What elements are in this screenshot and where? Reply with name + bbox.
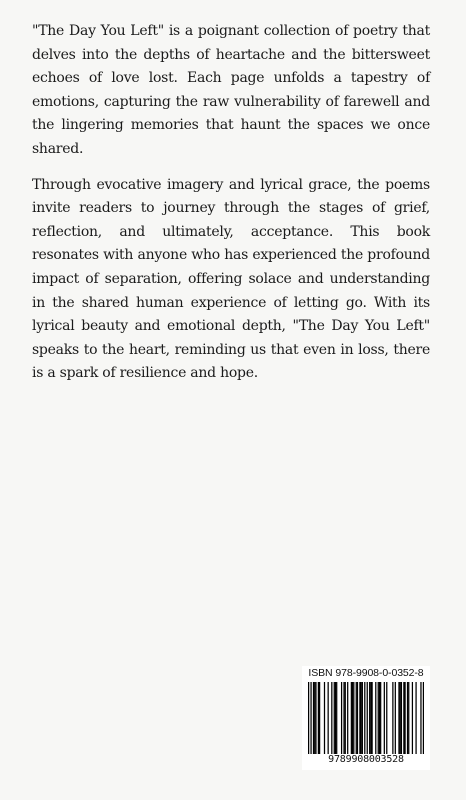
barcode-bar-8 — [328, 682, 329, 754]
ean-digits: 9789908003528 — [328, 754, 404, 765]
barcode-bar-14 — [343, 682, 344, 754]
barcode-bar-25 — [364, 682, 365, 754]
barcode-bar-16 — [347, 682, 348, 754]
barcode-bar-19 — [353, 682, 354, 754]
barcode-bar-36 — [392, 682, 393, 754]
barcode-bar-45 — [412, 682, 413, 754]
blurb-paragraph-2: Through evocative imagery and lyrical grace, the poems invite readers to journey through the stages of grief, reflection, and ultimately, acceptance. This book resonates with anyone who has experienced the profound impact of separation, offering solace and understanding in the shared human experience of letting go. With its lyrical beauty and emotional depth, "The Day You Left" speaks to the heart, reminding us that even in loss, there is a spark of resilience and hope. — [32, 176, 430, 382]
barcode-bar-6 — [319, 682, 320, 754]
barcode-bar-30 — [375, 682, 376, 754]
barcode-bar-35 — [386, 682, 387, 754]
barcode-bar-22 — [359, 682, 360, 754]
barcode-bar-17 — [351, 682, 352, 754]
barcode-bar-32 — [379, 682, 380, 754]
barcode-bar-43 — [407, 682, 408, 754]
barcode-bar-34 — [384, 682, 385, 754]
barcode-bar-44 — [408, 682, 409, 754]
barcode-bar-42 — [404, 682, 405, 754]
barcode-bar-24 — [362, 682, 363, 754]
barcode-bar-40 — [401, 682, 402, 754]
barcode-bar-20 — [356, 682, 357, 754]
barcode-bars — [308, 682, 424, 754]
barcode-bar-29 — [371, 682, 372, 754]
barcode-bar-0 — [308, 682, 309, 754]
barcode-bar-33 — [380, 682, 381, 754]
barcode-bar-7 — [324, 682, 325, 754]
barcode-bar-38 — [398, 682, 399, 754]
barcode-bar-18 — [352, 682, 353, 754]
barcode-bar-37 — [395, 682, 396, 754]
barcode-bar-27 — [369, 682, 370, 754]
barcode-bar-39 — [400, 682, 401, 754]
barcode-bar-26 — [367, 682, 368, 754]
barcode-bar-5 — [318, 682, 319, 754]
barcode-bar-12 — [336, 682, 337, 754]
barcode-bar-46 — [415, 682, 416, 754]
barcode-bar-41 — [403, 682, 404, 754]
barcode-bar-9 — [331, 682, 332, 754]
back-cover-blurb — [32, 20, 430, 398]
barcode-bar-48 — [423, 682, 424, 754]
barcode-bar-31 — [378, 682, 379, 754]
barcode-bar-10 — [334, 682, 335, 754]
isbn-label: ISBN 978-9908-0-0352-8 — [308, 667, 424, 679]
barcode-bar-15 — [345, 682, 346, 754]
blurb-paragraph-1: "The Day You Left" is a poignant collection of poetry that delves into the depths of heartache and the bittersweet echoes of love lost. Each page unfolds a tapestry of emotions, capturing the raw vulnerability of farewell and the lingering memories that haunt the spaces we once shared. — [32, 23, 430, 157]
barcode-bar-13 — [341, 682, 342, 754]
barcode-bar-1 — [310, 682, 311, 754]
isbn-barcode — [302, 666, 430, 770]
barcode-bar-3 — [314, 682, 315, 754]
barcode-bar-21 — [357, 682, 358, 754]
barcode-bar-28 — [370, 682, 371, 754]
barcode-bar-11 — [335, 682, 336, 754]
barcode-bar-47 — [420, 682, 421, 754]
barcode-bar-23 — [361, 682, 362, 754]
barcode-bar-4 — [315, 682, 316, 754]
barcode-bar-2 — [313, 682, 314, 754]
